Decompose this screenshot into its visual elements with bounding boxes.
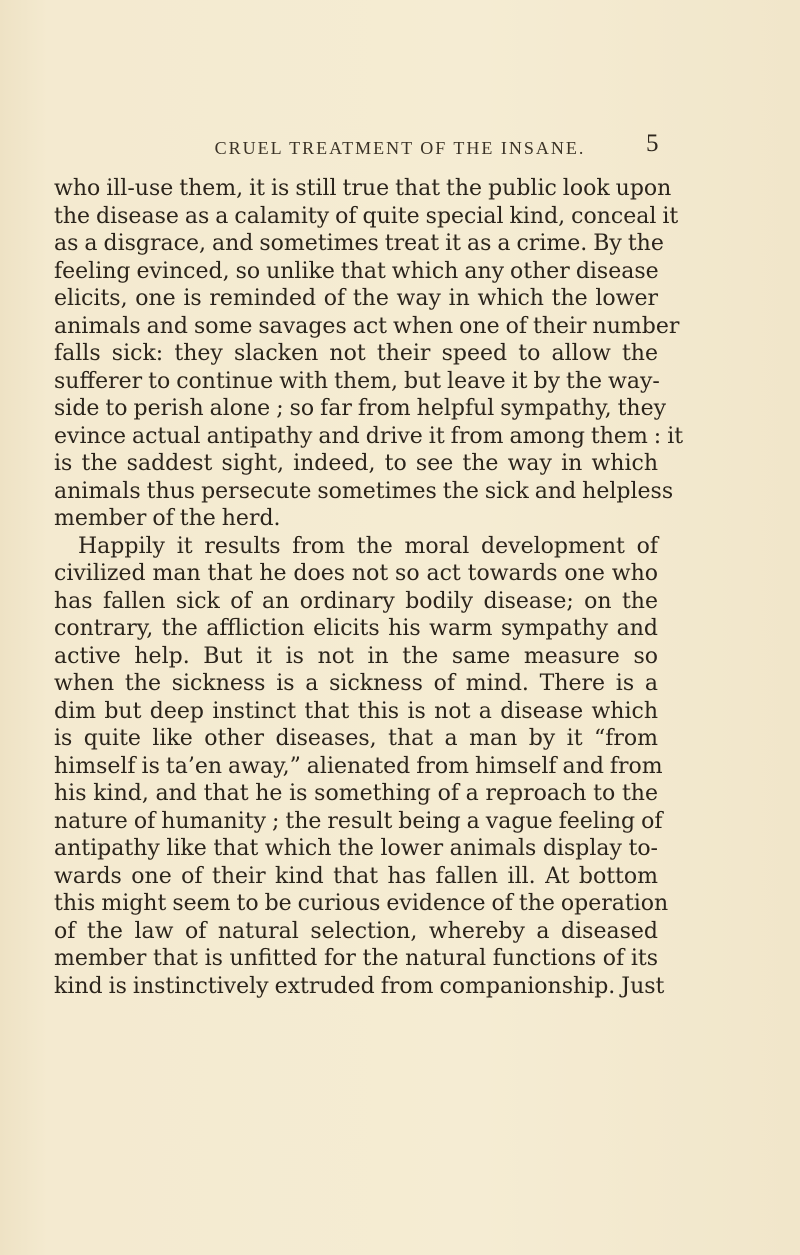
running-head: CRUEL TREATMENT OF THE INSANE. bbox=[214, 138, 586, 158]
text-line: when the sickness is a sickness of mind. There is a bbox=[54, 671, 658, 696]
text-line: animals thus persecute sometimes the sick and helpless bbox=[54, 478, 674, 504]
text-line: feeling evinced, so unlike that which any other disease bbox=[54, 258, 659, 284]
text-line: contrary, the affliction elicits his warm sympathy and bbox=[54, 616, 658, 641]
text-line: active help. But it is not in the same measure so bbox=[54, 643, 658, 669]
text-line: dim but deep instinct that this is not a disease which bbox=[54, 698, 658, 724]
text-line: nature of humanity ; the result being a vague feeling of bbox=[54, 808, 663, 834]
text-line: is the saddest sight, indeed, to see the way in which bbox=[54, 451, 658, 476]
text-line: is quite like other diseases, that a man by it “from bbox=[54, 726, 658, 751]
text-line: wards one of their kind that has fallen ill. At bottom bbox=[54, 863, 658, 889]
text-line: the disease as a calamity of quite special kind, conceal it bbox=[54, 203, 679, 229]
body-text bbox=[54, 175, 684, 1000]
text-line: member that is unfitted for the natural functions of its bbox=[54, 946, 658, 971]
text-line: of the law of natural selection, whereby a diseased bbox=[54, 918, 658, 944]
text-line: elicits, one is reminded of the way in which the lower bbox=[54, 286, 658, 311]
text-line: this might seem to be curious evidence of the operation bbox=[54, 891, 669, 916]
text-line: who ill-use them, it is still true that the public look upon bbox=[54, 176, 672, 201]
text-line: civilized man that he does not so act towards one who bbox=[54, 561, 658, 586]
text-line: his kind, and that he is something of a reproach to the bbox=[54, 781, 658, 806]
text-line: side to perish alone ; so far from helpful sympathy, they bbox=[54, 396, 667, 421]
text-line: animals and some savages act when one of their number bbox=[54, 313, 680, 339]
text-line: Happily it results from the moral development of bbox=[78, 533, 658, 559]
text-line: antipathy like that which the lower animals display to- bbox=[54, 836, 658, 861]
text-line: falls sick: they slacken not their speed to allow the bbox=[54, 341, 658, 366]
text-line: sufferer to continue with them, but leave it by the way- bbox=[54, 368, 660, 394]
text-line: has fallen sick of an ordinary bodily disease; on the bbox=[54, 588, 658, 614]
text-line: evince actual antipathy and drive it from among them : it bbox=[54, 423, 684, 449]
text-line: kind is instinctively extruded from companionship. Just bbox=[54, 973, 665, 999]
text-line: as a disgrace, and sometimes treat it as a crime. By the bbox=[54, 231, 664, 256]
text-line: member of the herd. bbox=[54, 506, 281, 531]
text-line: himself is ta’en away,” alienated from himself and from bbox=[54, 753, 663, 779]
page-number: 5 bbox=[646, 130, 659, 157]
